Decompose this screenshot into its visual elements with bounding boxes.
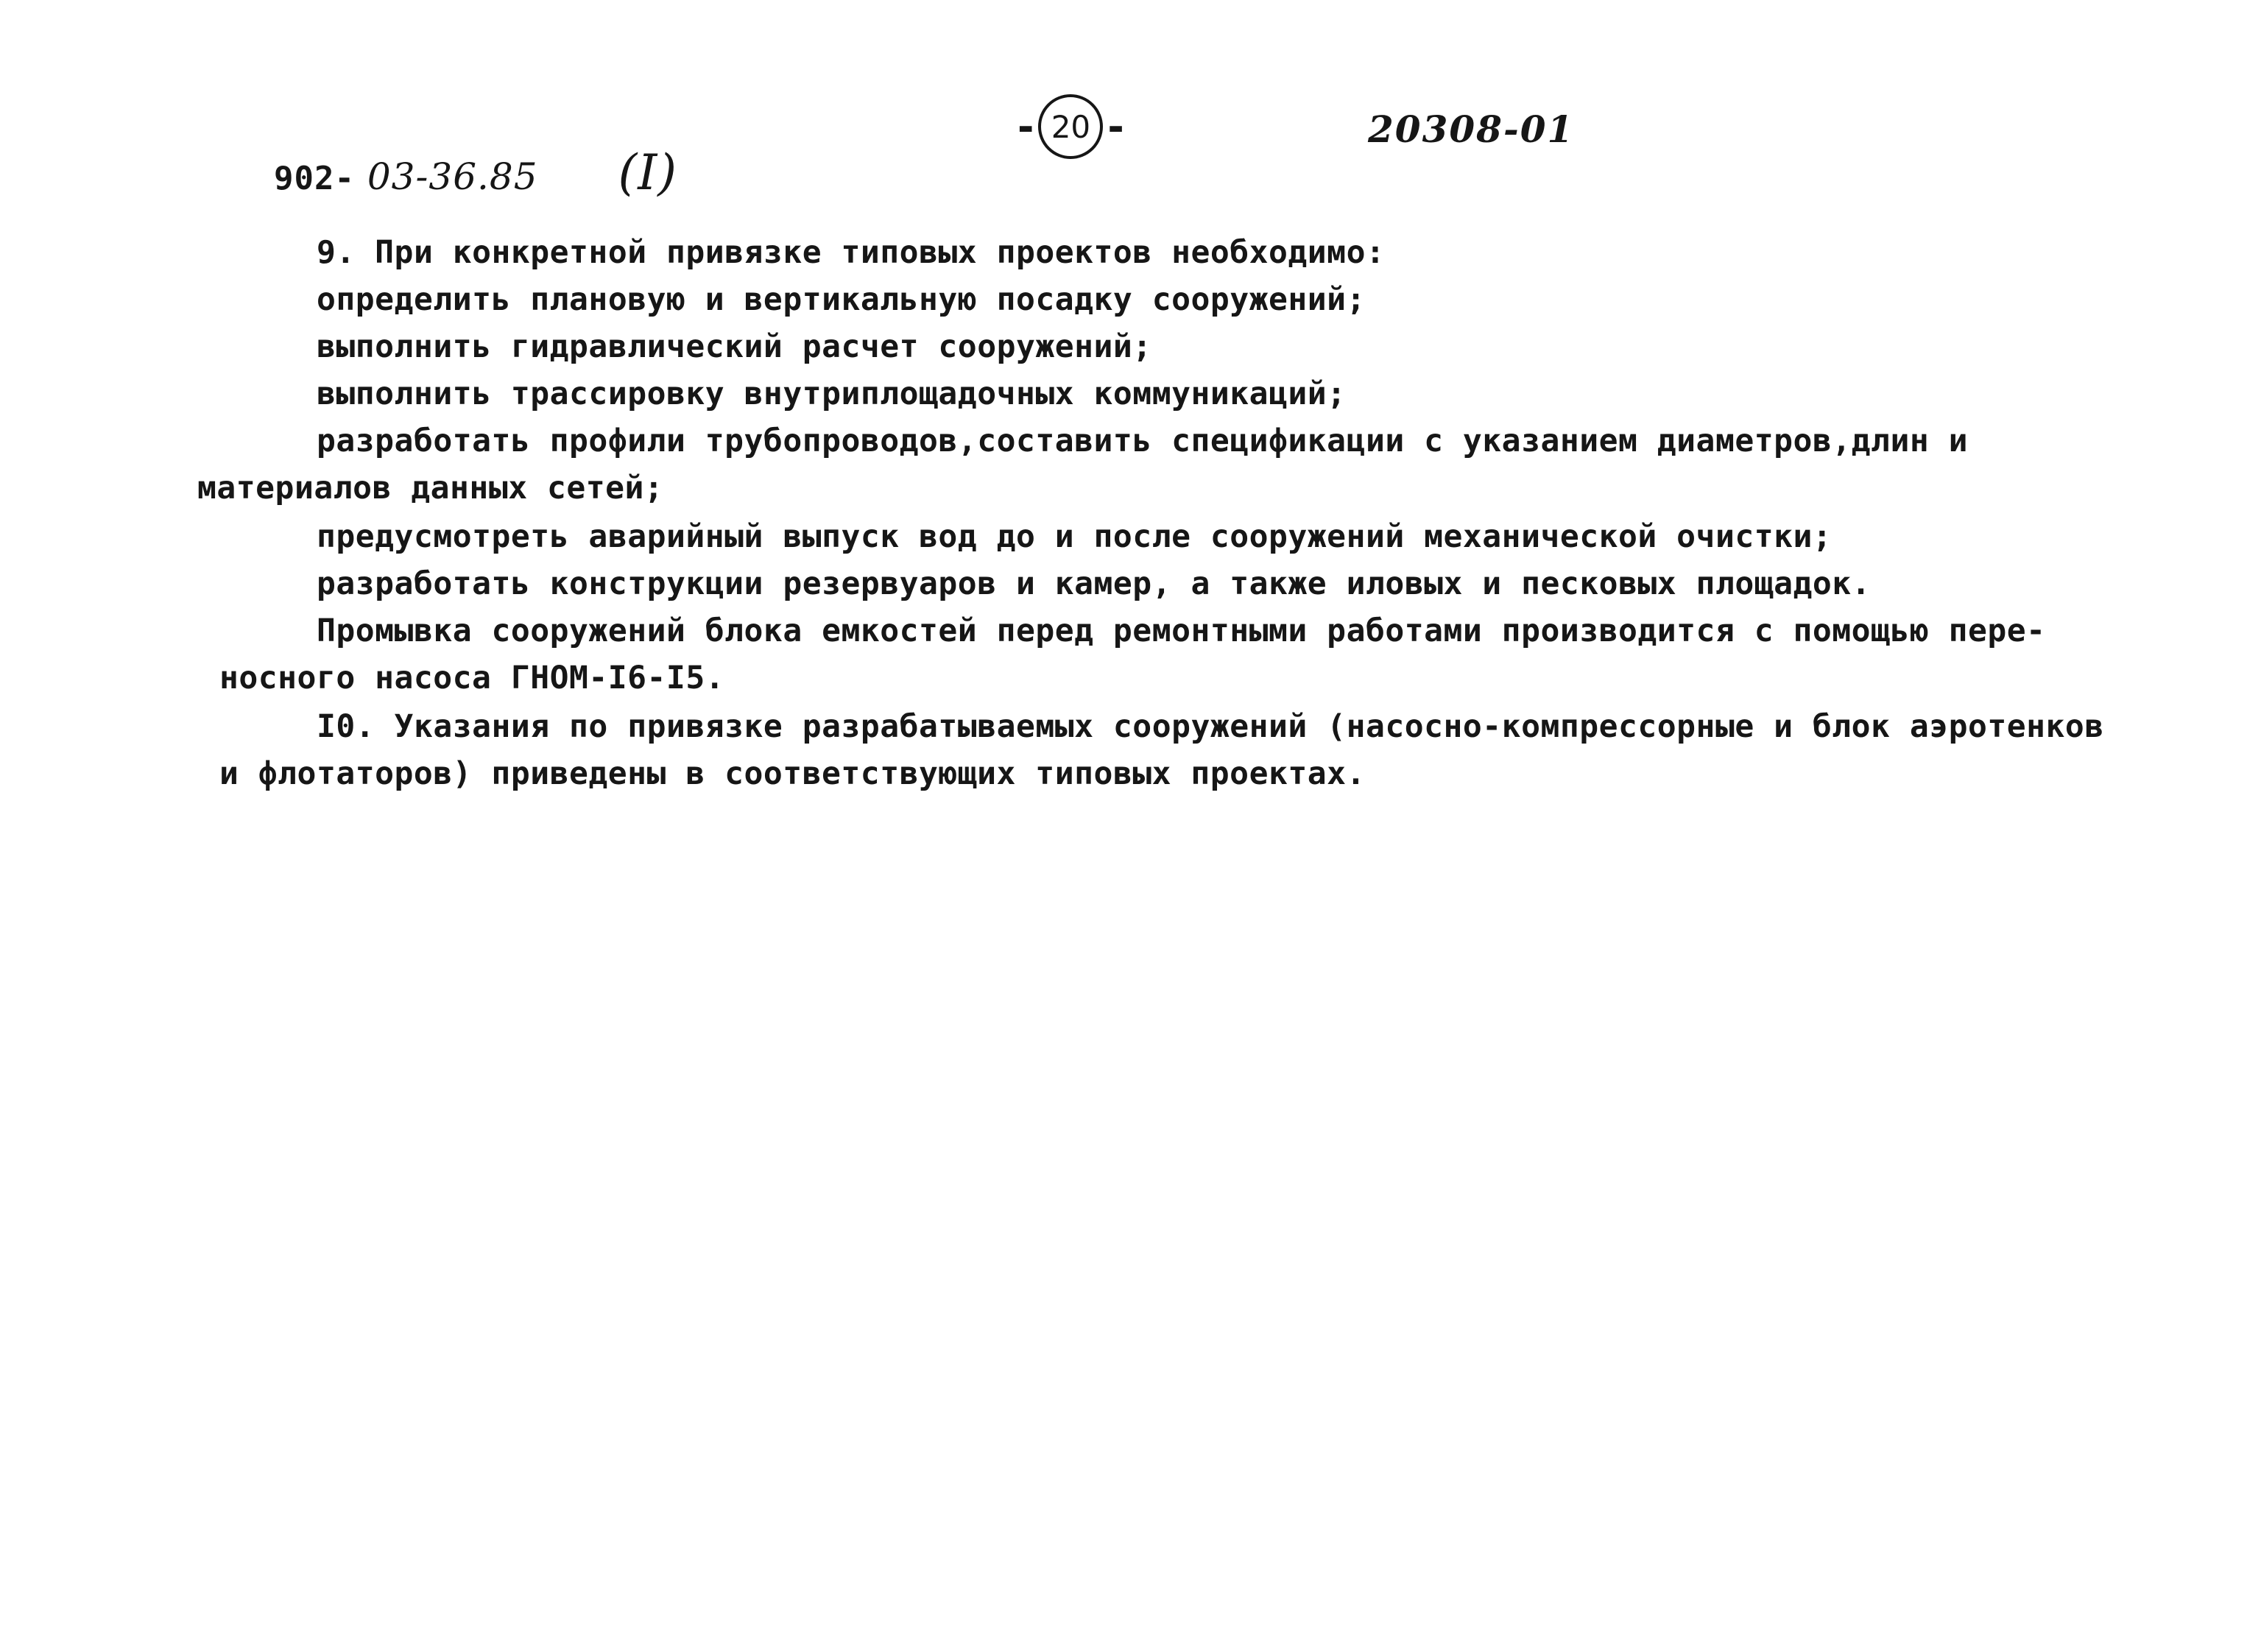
page-number: [1013, 91, 1129, 162]
document-code: [274, 144, 678, 205]
page-number-circle: [1038, 94, 1103, 159]
volume-number: (I): [618, 144, 678, 201]
text-line: Промывка сооружений блока емкостей перед ремонтными работами производится с помощью пере-: [317, 613, 2046, 649]
text-line: и флотаторов) приведены в соответствующих типовых проектах.: [219, 755, 1366, 792]
document-code-suffix: 03-36.85: [367, 155, 538, 198]
text-line: I0. Указания по привязке разрабатываемых сооружений (насосно-компрессорные и блок аэротенков: [317, 708, 2104, 745]
page-number-value: 20: [1051, 108, 1091, 145]
text-line: предусмотреть аварийный выпуск вод до и после сооружений механической очистки;: [317, 518, 1833, 555]
page-number-dash-right: -: [1107, 103, 1124, 150]
text-line: носного насоса ГНОМ-I6-I5.: [219, 660, 725, 696]
drawing-code: 20308-01: [1368, 107, 1575, 151]
text-line: определить плановую и вертикальную посадку сооружений;: [317, 281, 1366, 318]
document-code-prefix: 902-: [274, 160, 355, 197]
text-line: материалов данных сетей;: [197, 470, 664, 506]
text-line: выполнить гидравлический расчет сооружений;: [317, 328, 1152, 365]
text-line: выполнить трассировку внутриплощадочных коммуникаций;: [317, 375, 1347, 412]
text-line: разработать профили трубопроводов,составить спецификации с указанием диаметров,длин и: [317, 423, 1968, 459]
text-line: 9. При конкретной привязке типовых проектов необходимо:: [317, 234, 1386, 271]
page-number-dash-left: -: [1017, 103, 1034, 150]
text-line: разработать конструкции резервуаров и камер, а также иловых и песковых площадок.: [317, 565, 1872, 602]
